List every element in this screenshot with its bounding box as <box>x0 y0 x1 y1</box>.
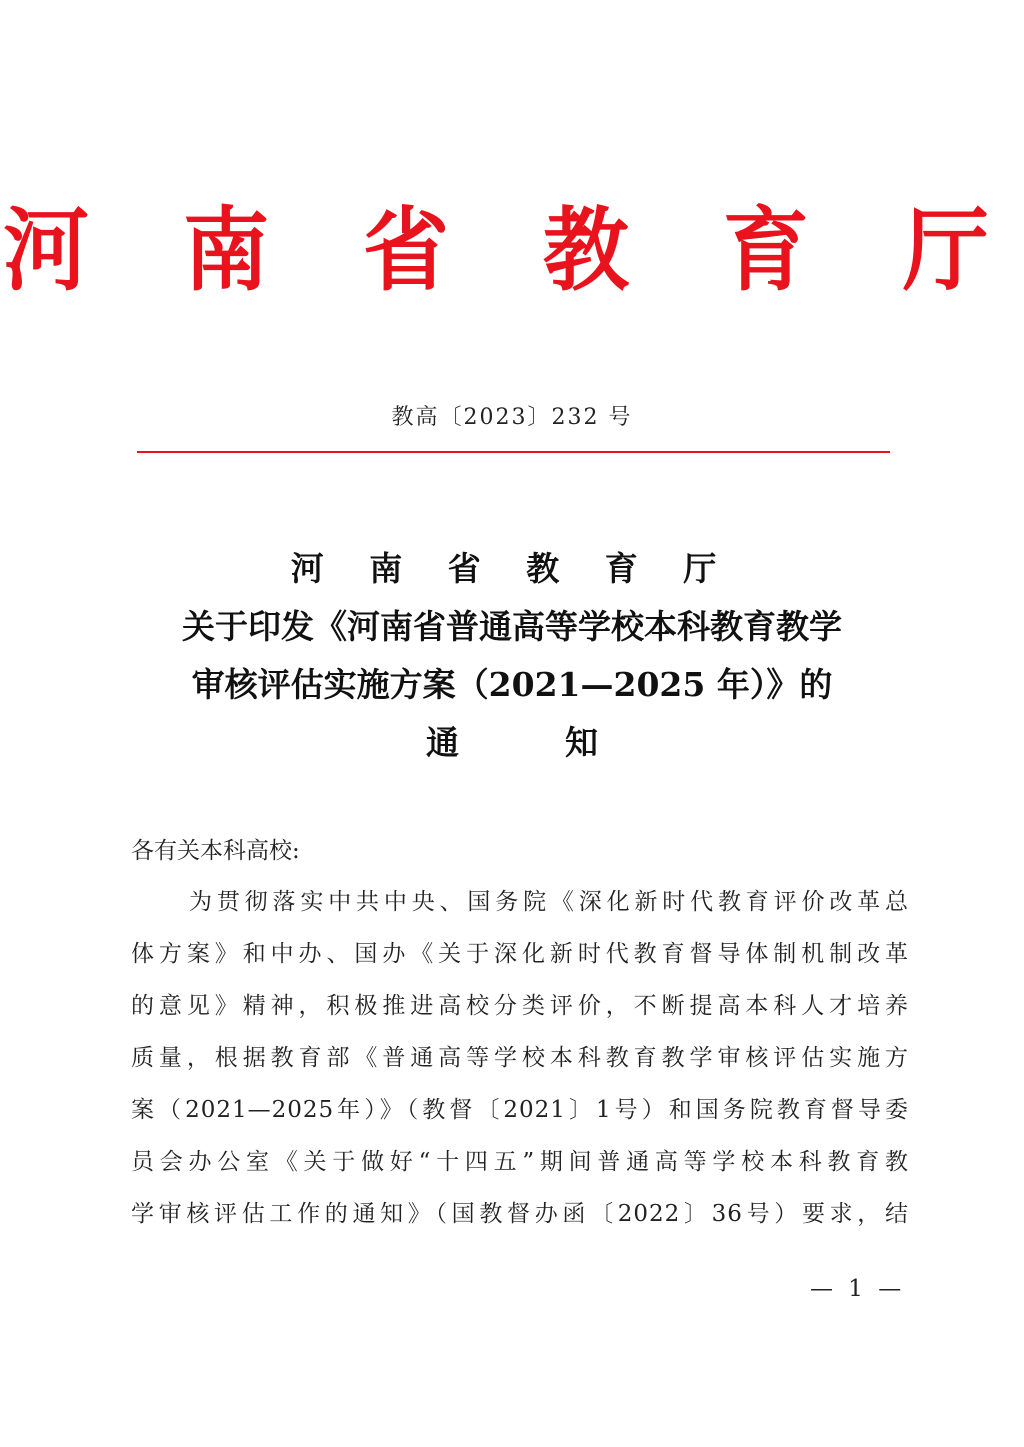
body-line: 为贯彻落实中共中央、国务院《深化新时代教育评价改革总 <box>189 889 909 915</box>
page-number: — 1 — <box>810 1276 906 1302</box>
body-line: 体方案》和中办、国办《关于深化新时代教育督导体制机制改革 <box>131 941 909 967</box>
title-notice-char-2: 知 <box>565 723 598 762</box>
title-notice <box>100 714 924 772</box>
body-line: 员会办公室《关于做好“十四五”期间普通高等学校本科教育教 <box>131 1149 909 1175</box>
salutation: 各有关本科高校: <box>131 838 300 864</box>
title-line-3: 审核评估实施方案（2021—2025 年）》的 <box>191 665 833 704</box>
body-line: 学审核评估工作的通知》（国教督办函〔2022〕36号）要求，结 <box>131 1201 909 1227</box>
title-line-2: 关于印发《河南省普通高等学校本科教育教学 <box>182 607 842 646</box>
body-line: 案（2021—2025年）》（教督〔2021〕1号）和国务院教育督导委 <box>131 1097 909 1123</box>
masthead-title: 河 南 省 教 育 厅 <box>3 198 1021 304</box>
title-issuer: 河 南 省 教 育 厅 <box>290 549 734 588</box>
title-notice-char-1: 通 <box>426 723 459 762</box>
body-line: 质量，根据教育部《普通高等学校本科教育教学审核评估实施方 <box>131 1045 909 1071</box>
red-divider-line <box>137 451 890 453</box>
body-paragraph <box>131 876 909 1240</box>
body-line: 的意见》精神，积极推进高校分类评价，不断提高本科人才培养 <box>131 993 909 1019</box>
document-number: 教高〔2023〕232 号 <box>391 405 633 430</box>
document-title <box>100 540 924 772</box>
